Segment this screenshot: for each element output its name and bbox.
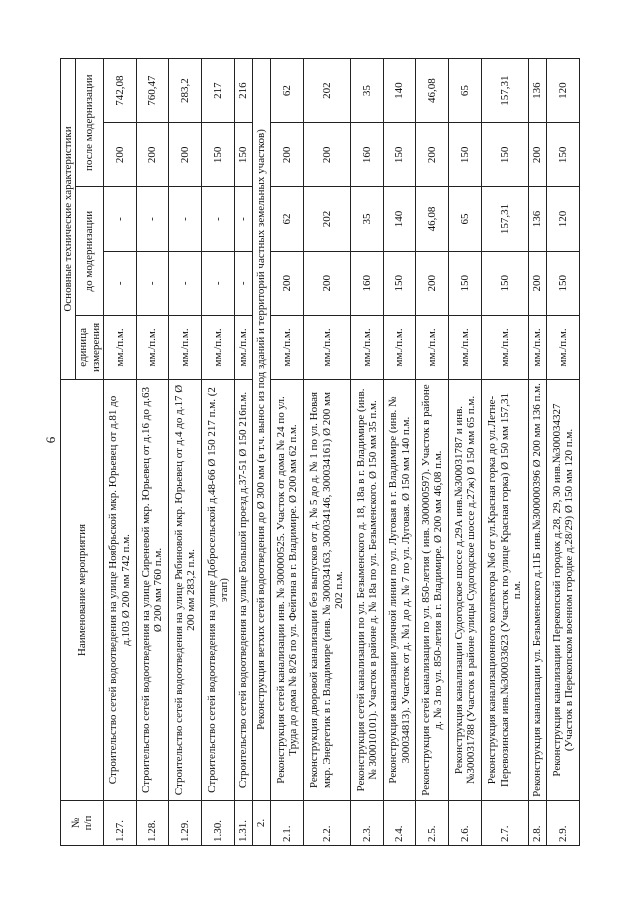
row-before-diameter: - <box>234 251 252 315</box>
row-after-diameter: 200 <box>271 123 304 187</box>
table-row <box>383 59 416 846</box>
row-name: Реконструкция канализации уличной линии по ул. Луговая в г. Владимире (инв. № 300034813). Участок от д. №1 до д. № 7 по ул. Луговая. Ø 150 мм 140 п.м. <box>383 380 416 801</box>
row-before-length: 136 <box>529 187 547 251</box>
header-after: после модернизации <box>76 59 104 187</box>
row-after-diameter: 200 <box>303 123 350 187</box>
row-number: 2.1. <box>271 801 304 846</box>
row-before-diameter: 200 <box>416 251 449 315</box>
row-unit: мм./п.м. <box>234 315 252 379</box>
row-before-length: - <box>136 187 169 251</box>
table-row <box>547 59 580 846</box>
row-after-length: 62 <box>271 59 304 123</box>
row-name: Строительство сетей водоотведения на улице Большой проезд д.37-51 Ø 150 216п.м. <box>234 380 252 801</box>
table-row <box>303 59 350 846</box>
row-name: Строительство сетей водоотведения на улице Рябиновой мкр. Юрьевец от д.4 до д.17 Ø 200 мм 283,2 п.м. <box>169 380 202 801</box>
row-after-diameter: 200 <box>103 123 136 187</box>
row-after-diameter: 200 <box>136 123 169 187</box>
row-before-diameter: - <box>169 251 202 315</box>
row-after-length: 283,2 <box>169 59 202 123</box>
table-body <box>103 59 579 846</box>
row-number: 1.28. <box>136 801 169 846</box>
row-number: 1.31. <box>234 801 252 846</box>
row-name: Строительство сетей водоотведения на улице Ноябрьской мкр. Юрьевец от д.81 до д.103 Ø 200 мм 742 п.м. <box>103 380 136 801</box>
row-number: 1.29. <box>169 801 202 846</box>
row-before-length: - <box>234 187 252 251</box>
row-after-diameter: 200 <box>416 123 449 187</box>
row-number: 1.27. <box>103 801 136 846</box>
table-row <box>202 59 235 846</box>
row-number: 2.7. <box>481 801 528 846</box>
row-after-length: 120 <box>547 59 580 123</box>
row-before-length: 46,08 <box>416 187 449 251</box>
row-before-length: 35 <box>350 187 383 251</box>
row-after-length: 216 <box>234 59 252 123</box>
row-before-diameter: 150 <box>481 251 528 315</box>
row-after-length: 760,47 <box>136 59 169 123</box>
row-before-length: 157,31 <box>481 187 528 251</box>
row-number: 2.5. <box>416 801 449 846</box>
header-unit: единица измерения <box>76 315 104 379</box>
row-unit: мм./п.м. <box>449 315 482 379</box>
row-number: 2.6. <box>449 801 482 846</box>
table-row <box>136 59 169 846</box>
row-before-length: - <box>169 187 202 251</box>
row-name: Реконструкция дворовой канализации без выпусков от д. № 5 до д. № 1 по ул. Новая мкр. Энергетик в г. Владимире (инв. № 300034163, 300034146, 300034161) Ø 200 мм 202 п.м. <box>303 380 350 801</box>
row-name: Строительство сетей водоотведения на улице Сиреневой мкр. Юрьевец от д.16 до д.63 Ø 200 мм 760 п.м. <box>136 380 169 801</box>
row-number: 2.2. <box>303 801 350 846</box>
row-unit: мм./п.м. <box>416 315 449 379</box>
row-unit: мм./п.м. <box>169 315 202 379</box>
row-unit: мм./п.м. <box>350 315 383 379</box>
row-before-length: 140 <box>383 187 416 251</box>
header-name: Наименование мероприятия <box>61 380 104 801</box>
header-before: до модернизации <box>76 187 104 315</box>
row-unit: мм./п.м. <box>103 315 136 379</box>
row-after-diameter: 150 <box>202 123 235 187</box>
row-before-diameter: 160 <box>350 251 383 315</box>
row-after-diameter: 200 <box>529 123 547 187</box>
section-title: Реконструкция ветхих сетей водоотведения до Ø 300 мм (в т.ч. вынос из под зданий и территорий частных земельных участков) <box>252 59 270 801</box>
row-after-diameter: 200 <box>169 123 202 187</box>
section-row <box>252 59 270 846</box>
row-before-length: 62 <box>271 187 304 251</box>
table-row <box>481 59 528 846</box>
row-unit: мм./п.м. <box>202 315 235 379</box>
row-after-length: 202 <box>303 59 350 123</box>
row-unit: мм./п.м. <box>547 315 580 379</box>
table-row <box>416 59 449 846</box>
row-after-length: 742,08 <box>103 59 136 123</box>
row-before-diameter: 200 <box>271 251 304 315</box>
rotated-table-container <box>60 58 580 846</box>
table-row <box>350 59 383 846</box>
header-characteristics: Основные технические характеристики <box>61 59 76 380</box>
row-name: Реконструкция сетей канализации по ул. Безыменского д. 18, 18а в г. Владимире (инв. № 300010101). Участок в районе д. № 18а по ул. Безыменского. Ø 150 мм 35 п.м. <box>350 380 383 801</box>
row-before-length: - <box>103 187 136 251</box>
row-number: 2.9. <box>547 801 580 846</box>
table-row <box>103 59 136 846</box>
row-number: 2.8. <box>529 801 547 846</box>
row-before-diameter: - <box>202 251 235 315</box>
row-before-length: 120 <box>547 187 580 251</box>
row-before-diameter: - <box>103 251 136 315</box>
row-after-diameter: 150 <box>449 123 482 187</box>
row-name: Реконструкция канализации Судогодское шоссе д.29А инв.№300031787 и инв.№300031788 (Участок в районе улицы Судогодское шоссе д.27ж) Ø 150 мм 65 п.м. <box>449 380 482 801</box>
row-name: Реконструкция канализации Перекопский городок д.28, 29, 30 инв.№300034327 (Участок в Перекопском военном городке д.28/29) Ø 150 мм 120 п.м. <box>547 380 580 801</box>
row-before-diameter: 200 <box>529 251 547 315</box>
row-name: Реконструкция сетей канализации инв. № 300000525. Участок от дома № 24 по ул. Труда до дома № 8/26 по ул. Фейгина в г. Владимире. Ø 200 мм 62 п.м. <box>271 380 304 801</box>
header-num: № п/п <box>61 801 104 846</box>
row-after-length: 35 <box>350 59 383 123</box>
row-before-length: - <box>202 187 235 251</box>
row-unit: мм./п.м. <box>529 315 547 379</box>
table-row <box>529 59 547 846</box>
row-after-length: 46,08 <box>416 59 449 123</box>
row-after-length: 217 <box>202 59 235 123</box>
table-row <box>271 59 304 846</box>
row-before-length: 65 <box>449 187 482 251</box>
page-number: 6 <box>43 436 58 444</box>
row-after-diameter: 150 <box>547 123 580 187</box>
row-after-length: 140 <box>383 59 416 123</box>
row-before-length: 202 <box>303 187 350 251</box>
row-unit: мм./п.м. <box>271 315 304 379</box>
row-unit: мм./п.м. <box>303 315 350 379</box>
row-before-diameter: 150 <box>383 251 416 315</box>
row-before-diameter: 150 <box>449 251 482 315</box>
row-name: Реконструкция сетей канализации по ул. 850-летия ( инв. 300000597). Участок в районе д. № 3 по ул. 850-летия в г. Владимире. Ø 200 мм 46,08 п.м. <box>416 380 449 801</box>
row-after-length: 157,31 <box>481 59 528 123</box>
row-number: 2.3. <box>350 801 383 846</box>
row-name: Реконструкция канализации ул. Безыменского д.11Б инв.№300000396 Ø 200 мм 136 п.м. <box>529 380 547 801</box>
row-unit: мм./п.м. <box>136 315 169 379</box>
row-after-length: 65 <box>449 59 482 123</box>
row-unit: мм./п.м. <box>481 315 528 379</box>
table-row <box>169 59 202 846</box>
table-row <box>449 59 482 846</box>
row-before-diameter: 200 <box>303 251 350 315</box>
row-unit: мм./п.м. <box>383 315 416 379</box>
row-name: Реконструкция канализационного коллектора №6 от ул.Красная горка до ул.Летне-Перевозинская инв.№300033623 (Участок по улице Красная горка) Ø 150 мм 157,31 п.м. <box>481 380 528 801</box>
row-number: 2.4. <box>383 801 416 846</box>
table-row <box>234 59 252 846</box>
row-name: Строительство сетей водоотведения на улице Добросельской д.48-66 Ø 150 217 п.м. (2 этап) <box>202 380 235 801</box>
row-before-diameter: - <box>136 251 169 315</box>
row-after-diameter: 150 <box>234 123 252 187</box>
row-number: 2. <box>252 801 270 846</box>
row-before-diameter: 150 <box>547 251 580 315</box>
row-after-diameter: 160 <box>350 123 383 187</box>
row-after-diameter: 150 <box>481 123 528 187</box>
row-after-diameter: 150 <box>383 123 416 187</box>
measures-table <box>60 58 580 846</box>
row-number: 1.30. <box>202 801 235 846</box>
row-after-length: 136 <box>529 59 547 123</box>
